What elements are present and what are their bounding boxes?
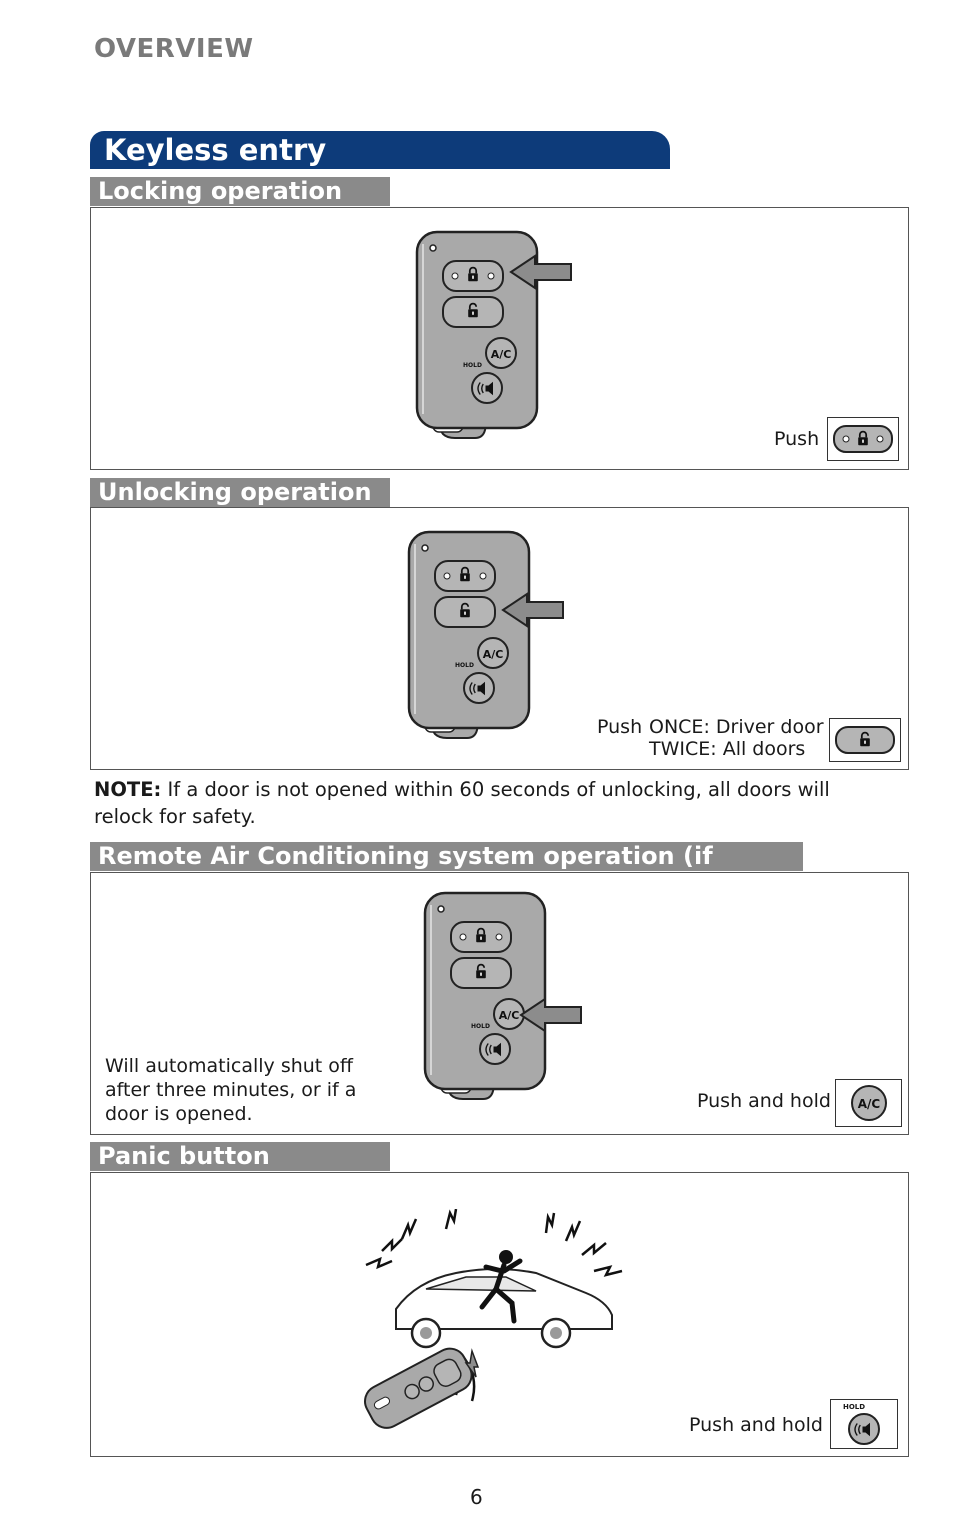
locking-instruction: Push	[774, 428, 820, 450]
page-number: 6	[470, 1485, 483, 1509]
lock-button-icon	[832, 424, 894, 454]
unlocking-instruction-twice: TWICE: All doors	[649, 738, 806, 760]
remote-ac-instruction: Push and hold	[697, 1090, 831, 1112]
locking-heading: Locking operation	[90, 177, 390, 206]
panic-horn-icon	[845, 1412, 883, 1446]
unlock-button-icon-box	[829, 718, 901, 762]
panic-instruction: Push and hold	[689, 1414, 823, 1436]
unlocking-instruction-once: ONCE: Driver door	[649, 716, 824, 738]
panic-heading: Panic button	[90, 1142, 390, 1171]
locking-panel	[90, 207, 909, 470]
unlocking-instruction-push: Push	[597, 716, 643, 738]
panic-panel	[90, 1172, 909, 1457]
unlocking-heading: Unlocking operation	[90, 478, 390, 507]
panic-button-icon-box	[830, 1399, 898, 1449]
key-fob-illustration	[403, 530, 533, 745]
arrow-icon	[501, 588, 566, 632]
keyless-entry-banner	[90, 131, 670, 169]
arrow-icon	[509, 250, 574, 294]
note	[94, 776, 894, 830]
hold-label: HOLD	[843, 1402, 866, 1411]
ac-button-label: A/C	[857, 1097, 880, 1111]
unlocking-panel	[90, 507, 909, 770]
note-text: If a door is not opened within 60 seconds of unlocking, all doors will relock for safety.	[94, 778, 830, 828]
lock-button-icon-box	[827, 417, 899, 461]
ac-button-icon-box	[835, 1079, 902, 1127]
remote-ac-description: Will automatically shut off after three minutes, or if a door is opened.	[105, 1055, 357, 1125]
remote-ac-panel	[90, 872, 909, 1135]
remote-ac-heading: Remote Air Conditioning system operation (if	[90, 842, 803, 871]
note-label: NOTE:	[94, 778, 162, 801]
arrow-icon	[519, 993, 584, 1037]
section-header: OVERVIEW	[94, 34, 254, 64]
banner-title: Keyless entry	[104, 133, 327, 167]
ac-button-icon	[849, 1083, 889, 1123]
unlock-button-icon	[834, 725, 896, 755]
panic-car-illustration	[346, 1209, 636, 1449]
